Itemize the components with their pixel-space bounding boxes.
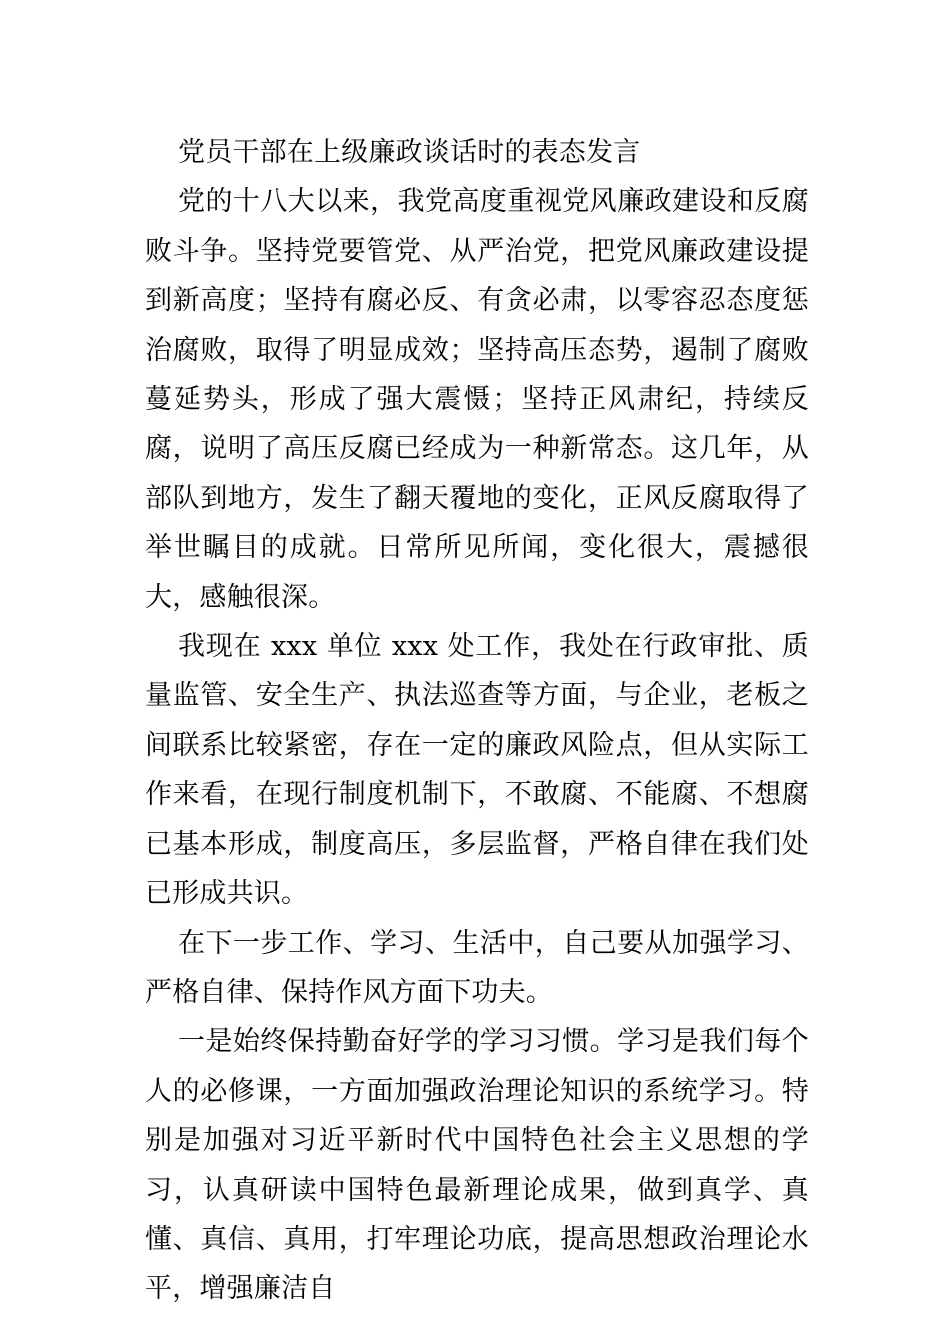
document-page (145, 128, 809, 1314)
paragraph-2: 我现在 xxx 单位 xxx 处工作，我处在行政审批、质量监管、安全生产、执法巡查等方面，与企业，老板之间联系比较紧密，存在一定的廉政风险点，但从实际工作来看，在现行制度机制下，不敢腐、不能腐、不想腐已基本形成，制度高压，多层监督，严格自律在我们处已形成共识。 (145, 631, 809, 910)
document-title: 党员干部在上级廉政谈话时的表态发言 (178, 137, 641, 168)
paragraph-4: 一是始终保持勤奋好学的学习习惯。学习是我们每个人的必修课，一方面加强政治理论知识的系统学习。特别是加强对习近平新时代中国特色社会主义思想的学习，认真研读中国特色最新理论成果，做到真学、真懂、真信、真用，打牢理论功底，提高思想政治理论水平，增强廉洁自 (145, 1026, 809, 1305)
paragraph-1: 党的十八大以来，我党高度重视党风廉政建设和反腐败斗争。坚持党要管党、从严治党，把党风廉政建设提到新高度；坚持有腐必反、有贪必肃，以零容忍态度惩治腐败，取得了明显成效；坚持高压态势，遏制了腐败蔓延势头，形成了强大震慑；坚持正风肃纪，持续反腐，说明了高压反腐已经成为一种新常态。这几年，从部队到地方，发生了翻天覆地的变化，正风反腐取得了举世瞩目的成就。日常所见所闻，变化很大，震撼很大，感触很深。 (145, 186, 809, 613)
paragraph-3: 在下一步工作、学习、生活中，自己要从加强学习、严格自律、保持作风方面下功夫。 (145, 927, 809, 1008)
